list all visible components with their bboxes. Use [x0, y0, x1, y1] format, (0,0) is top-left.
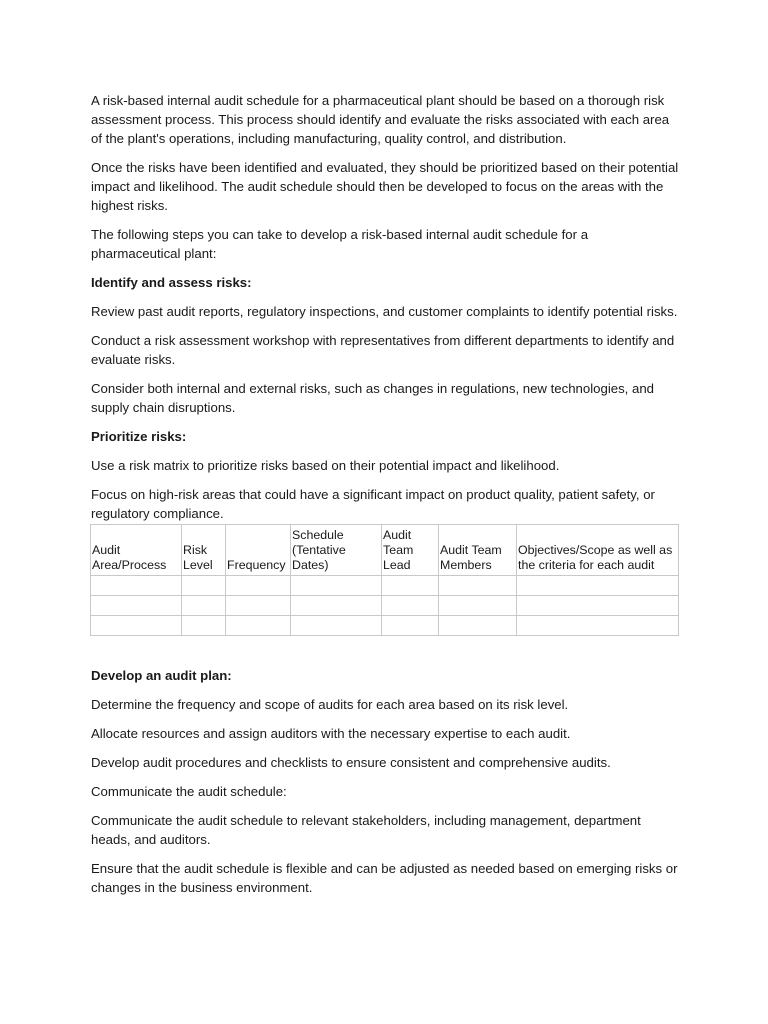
table-cell: [517, 616, 679, 636]
table-cell: [439, 576, 517, 596]
intro-paragraph-3: The following steps you can take to develop a risk-based internal audit schedule for a pharmaceutical plant:: [91, 227, 589, 261]
table-row: [91, 576, 679, 596]
table-cell: [91, 596, 182, 616]
table-cell: [517, 576, 679, 596]
audit-schedule-table: [90, 524, 679, 636]
table-cell: [291, 596, 382, 616]
header-risk-level: Risk Level: [182, 525, 226, 576]
prioritize-paragraph-1: Use a risk matrix to prioritize risks based on their potential impact and likelihood.: [91, 458, 560, 473]
table-cell: [226, 616, 291, 636]
table-cell: [182, 576, 226, 596]
prioritize-paragraph-2: Focus on high-risk areas that could have a significant impact on product quality, patient safety, or regulatory compliance.: [91, 487, 655, 521]
table-cell: [291, 616, 382, 636]
header-frequency: Frequency: [226, 525, 291, 576]
table-cell: [382, 576, 439, 596]
develop-paragraph-1: Determine the frequency and scope of audits for each area based on its risk level.: [91, 697, 569, 712]
table-spacing: [91, 636, 681, 666]
table-cell: [439, 596, 517, 616]
table-cell: [91, 576, 182, 596]
header-schedule: Schedule (Tentative Dates): [291, 525, 382, 576]
header-audit-area: Audit Area/Process: [91, 525, 182, 576]
table-cell: [382, 616, 439, 636]
develop-paragraph-4: Communicate the audit schedule:: [91, 784, 287, 799]
document-body: [91, 91, 681, 907]
develop-paragraph-2: Allocate resources and assign auditors with the necessary expertise to each audit.: [91, 726, 571, 741]
table-cell: [226, 596, 291, 616]
header-team-members: Audit Team Members: [439, 525, 517, 576]
table-cell: [91, 616, 182, 636]
table-cell: [382, 596, 439, 616]
intro-paragraph-1: A risk-based internal audit schedule for a pharmaceutical plant should be based on a thorough risk assessment process. This process should identify and evaluate the risks associated with each area of the plant's operations, including manufacturing, quality control, and distribution.: [91, 93, 670, 146]
identify-paragraph-2: Conduct a risk assessment workshop with representatives from different departments to identify and evaluate risks.: [91, 333, 675, 367]
table-row: [91, 616, 679, 636]
header-objectives: Objectives/Scope as well as the criteria for each audit: [517, 525, 679, 576]
table-header-row: [91, 525, 679, 576]
develop-paragraph-6: Ensure that the audit schedule is flexible and can be adjusted as needed based on emerging risks or changes in the business environment.: [91, 861, 678, 895]
table-cell: [517, 596, 679, 616]
develop-paragraph-3: Develop audit procedures and checklists to ensure consistent and comprehensive audits.: [91, 755, 611, 770]
table-row: [91, 596, 679, 616]
table-cell: [226, 576, 291, 596]
table-cell: [182, 616, 226, 636]
section-heading-identify: Identify and assess risks:: [91, 275, 252, 290]
develop-paragraph-5: Communicate the audit schedule to relevant stakeholders, including management, department heads, and auditors.: [91, 813, 641, 847]
table-cell: [182, 596, 226, 616]
section-heading-develop: Develop an audit plan:: [91, 668, 232, 683]
table-cell: [291, 576, 382, 596]
section-heading-prioritize: Prioritize risks:: [91, 429, 187, 444]
table-cell: [439, 616, 517, 636]
intro-paragraph-2: Once the risks have been identified and evaluated, they should be prioritized based on their potential impact and likelihood. The audit schedule should then be developed to focus on the areas with the highest risks.: [91, 160, 679, 213]
identify-paragraph-3: Consider both internal and external risks, such as changes in regulations, new technologies, and supply chain disruptions.: [91, 381, 655, 415]
identify-paragraph-1: Review past audit reports, regulatory inspections, and customer complaints to identify potential risks.: [91, 304, 678, 319]
header-team-lead: Audit Team Lead: [382, 525, 439, 576]
